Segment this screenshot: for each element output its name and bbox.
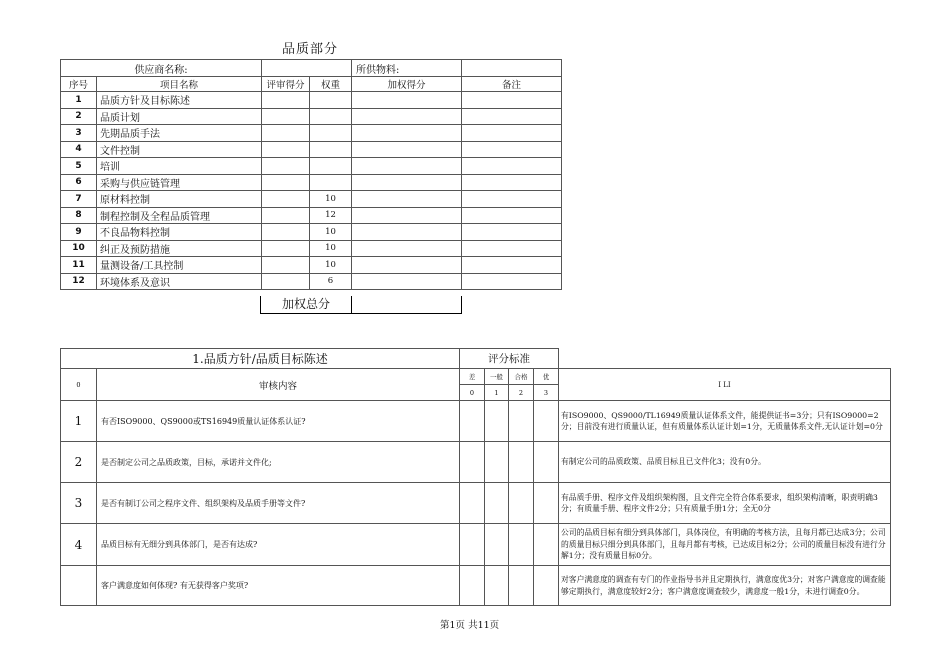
audit-header: 审核内容 bbox=[97, 369, 460, 401]
summary-item-name: 原材料控制 bbox=[97, 191, 262, 208]
summary-row bbox=[61, 108, 562, 125]
weighted-score-cell[interactable] bbox=[352, 125, 462, 142]
summary-row bbox=[61, 141, 562, 158]
remark-cell[interactable] bbox=[462, 240, 562, 257]
summary-row bbox=[61, 158, 562, 175]
audit-standard: 有品质手册、程序文件及组织架构图，且文件完全符合体系要求，组织架构清晰，职责明确3分；有质量手册、程序文件2分；只有质量手册1分；全无0分 bbox=[559, 483, 891, 524]
audit-standard: 有ISO9000、QS9000/TL16949质量认证体系文件，能提供证书=3分；只有ISO9000=2分；目前没有进行质量认证，但有质量体系认证计划=1分，无质量体系文件,无认证计划=0分 bbox=[559, 401, 891, 442]
summary-no: 7 bbox=[61, 191, 97, 208]
remark-cell[interactable] bbox=[462, 207, 562, 224]
summary-row bbox=[61, 207, 562, 224]
material-label: 所供物料: bbox=[352, 60, 462, 77]
audit-question: 有否ISO9000、QS9000或TS16949质量认证体系认证? bbox=[97, 401, 460, 442]
grade-excellent: 优 bbox=[534, 369, 559, 385]
header-remark: 备注 bbox=[462, 77, 562, 92]
score-pass-cell[interactable] bbox=[509, 483, 534, 524]
score-fair-cell[interactable] bbox=[485, 524, 509, 566]
grade-score-0: 0 bbox=[460, 385, 485, 401]
audit-row-no: 3 bbox=[61, 483, 97, 524]
supplier-name-label: 供应商名称: bbox=[61, 60, 262, 77]
grade-score-2: 2 bbox=[509, 385, 534, 401]
summary-row bbox=[61, 174, 562, 191]
summary-row bbox=[61, 257, 562, 274]
weight-cell bbox=[310, 141, 352, 158]
summary-body bbox=[61, 92, 562, 290]
score-fair-cell[interactable] bbox=[485, 442, 509, 483]
audit-question: 是否制定公司之品质政策，目标，承诺并文件化; bbox=[97, 442, 460, 483]
audit-row-no: 2 bbox=[61, 442, 97, 483]
score-poor-cell[interactable] bbox=[460, 524, 485, 566]
score-pass-cell[interactable] bbox=[509, 401, 534, 442]
score-fair-cell[interactable] bbox=[485, 566, 509, 606]
summary-header-row bbox=[61, 77, 562, 92]
summary-no: 11 bbox=[61, 257, 97, 274]
review-score-cell[interactable] bbox=[262, 141, 310, 158]
summary-item-name: 纠正及预防措施 bbox=[97, 240, 262, 257]
review-score-cell[interactable] bbox=[262, 224, 310, 241]
supplier-row bbox=[61, 60, 562, 77]
remark-cell[interactable] bbox=[462, 174, 562, 191]
audit-row bbox=[61, 524, 891, 566]
summary-item-name: 量测设备/工具控制 bbox=[97, 257, 262, 274]
weight-cell bbox=[310, 125, 352, 142]
score-excellent-cell[interactable] bbox=[534, 483, 559, 524]
weighted-score-cell[interactable] bbox=[352, 273, 462, 290]
summary-no: 9 bbox=[61, 224, 97, 241]
audit-question: 品质目标有无细分到具体部门，是否有达成? bbox=[97, 524, 460, 566]
weighted-total-label: 加权总分 bbox=[261, 296, 352, 313]
summary-item-name: 先期品质手法 bbox=[97, 125, 262, 142]
weighted-score-cell[interactable] bbox=[352, 108, 462, 125]
remark-cell[interactable] bbox=[462, 108, 562, 125]
summary-no: 10 bbox=[61, 240, 97, 257]
summary-item-name: 文件控制 bbox=[97, 141, 262, 158]
remark-cell[interactable] bbox=[462, 141, 562, 158]
remark-cell[interactable] bbox=[462, 273, 562, 290]
summary-row bbox=[61, 240, 562, 257]
weight-cell bbox=[310, 174, 352, 191]
weighted-score-cell[interactable] bbox=[352, 191, 462, 208]
review-score-cell[interactable] bbox=[262, 273, 310, 290]
summary-table bbox=[60, 59, 562, 290]
audit-standard: 公司的品质目标有细分到具体部门，具体岗位，有明确的考核方法，且每月都已达成3分；公司的质量目标只细分到具体部门，且每月都有考核，已达成目标2分；公司的质量目标没有进行分解1分；没有质量目标0分。 bbox=[559, 524, 891, 566]
audit-body bbox=[61, 401, 891, 606]
review-score-cell[interactable] bbox=[262, 240, 310, 257]
grade-pass: 合格 bbox=[509, 369, 534, 385]
score-excellent-cell[interactable] bbox=[534, 566, 559, 606]
grade-poor: 差 bbox=[460, 369, 485, 385]
score-excellent-cell[interactable] bbox=[534, 524, 559, 566]
summary-row bbox=[61, 125, 562, 142]
summary-item-name: 培训 bbox=[97, 158, 262, 175]
score-excellent-cell[interactable] bbox=[534, 401, 559, 442]
remark-cell[interactable] bbox=[462, 158, 562, 175]
audit-row-no: 1 bbox=[61, 401, 97, 442]
review-score-cell[interactable] bbox=[262, 158, 310, 175]
audit-table bbox=[60, 348, 891, 606]
supplier-name-field[interactable] bbox=[262, 60, 352, 77]
weighted-score-cell[interactable] bbox=[352, 257, 462, 274]
weight-cell: 10 bbox=[310, 240, 352, 257]
summary-row bbox=[61, 191, 562, 208]
score-poor-cell[interactable] bbox=[460, 442, 485, 483]
summary-no: 3 bbox=[61, 125, 97, 142]
summary-item-name: 制程控制及全程品质管理 bbox=[97, 207, 262, 224]
review-score-cell[interactable] bbox=[262, 174, 310, 191]
summary-item-name: 不良品物料控制 bbox=[97, 224, 262, 241]
audit-row-no: 4 bbox=[61, 524, 97, 566]
header-weight: 权重 bbox=[310, 77, 352, 92]
page-title: 品质部分 bbox=[282, 42, 339, 57]
audit-question: 客户满意度如何体现? 有无获得客户奖项? bbox=[97, 566, 460, 606]
audit-question: 是否有制订公司之程序文件、组织架构及品质手册等文件? bbox=[97, 483, 460, 524]
summary-item-name: 品质计划 bbox=[97, 108, 262, 125]
remark-cell[interactable] bbox=[462, 257, 562, 274]
score-excellent-cell[interactable] bbox=[534, 442, 559, 483]
page-footer: 第1页 共11页 bbox=[440, 620, 500, 631]
summary-row bbox=[61, 273, 562, 290]
weight-cell bbox=[310, 92, 352, 109]
index-zero: 0 bbox=[61, 369, 97, 401]
audit-row-no bbox=[61, 566, 97, 606]
weighted-score-cell[interactable] bbox=[352, 174, 462, 191]
review-score-cell[interactable] bbox=[262, 257, 310, 274]
header-weighted: 加权得分 bbox=[352, 77, 462, 92]
weight-cell: 12 bbox=[310, 207, 352, 224]
review-score-cell[interactable] bbox=[262, 125, 310, 142]
standard-header: I LI bbox=[559, 369, 891, 401]
weight-cell: 10 bbox=[310, 191, 352, 208]
summary-no: 8 bbox=[61, 207, 97, 224]
score-pass-cell[interactable] bbox=[509, 566, 534, 606]
grade-fair: 一般 bbox=[485, 369, 509, 385]
audit-row bbox=[61, 442, 891, 483]
summary-row bbox=[61, 224, 562, 241]
weight-cell bbox=[310, 108, 352, 125]
audit-row bbox=[61, 483, 891, 524]
audit-row bbox=[61, 401, 891, 442]
review-score-cell[interactable] bbox=[262, 207, 310, 224]
summary-no: 6 bbox=[61, 174, 97, 191]
remark-cell[interactable] bbox=[462, 92, 562, 109]
audit-standard: 有制定公司的品质政策、品质目标且已文件化3；没有0分。 bbox=[559, 442, 891, 483]
criteria-title: 评分标准 bbox=[460, 349, 559, 369]
weighted-score-cell[interactable] bbox=[352, 141, 462, 158]
summary-item-name: 采购与供应链管理 bbox=[97, 174, 262, 191]
weighted-total-box bbox=[260, 296, 462, 314]
grade-row bbox=[61, 369, 891, 385]
score-fair-cell[interactable] bbox=[485, 401, 509, 442]
summary-row bbox=[61, 92, 562, 109]
score-fair-cell[interactable] bbox=[485, 483, 509, 524]
header-item: 项目名称 bbox=[97, 77, 262, 92]
grade-score-3: 3 bbox=[534, 385, 559, 401]
header-no: 序号 bbox=[61, 77, 97, 92]
summary-item-name: 环境体系及意识 bbox=[97, 273, 262, 290]
score-pass-cell[interactable] bbox=[509, 524, 534, 566]
review-score-cell[interactable] bbox=[262, 92, 310, 109]
material-field[interactable] bbox=[462, 60, 562, 77]
summary-item-name: 品质方针及目标陈述 bbox=[97, 92, 262, 109]
summary-no: 5 bbox=[61, 158, 97, 175]
weight-cell: 10 bbox=[310, 257, 352, 274]
weighted-score-cell[interactable] bbox=[352, 92, 462, 109]
score-poor-cell[interactable] bbox=[460, 483, 485, 524]
header-score: 评审得分 bbox=[262, 77, 310, 92]
summary-no: 12 bbox=[61, 273, 97, 290]
review-score-cell[interactable] bbox=[262, 108, 310, 125]
remark-cell[interactable] bbox=[462, 224, 562, 241]
summary-no: 1 bbox=[61, 92, 97, 109]
weight-cell: 10 bbox=[310, 224, 352, 241]
audit-row bbox=[61, 566, 891, 606]
weighted-score-cell[interactable] bbox=[352, 224, 462, 241]
summary-no: 2 bbox=[61, 108, 97, 125]
weight-cell: 6 bbox=[310, 273, 352, 290]
remark-cell[interactable] bbox=[462, 125, 562, 142]
weighted-score-cell[interactable] bbox=[352, 158, 462, 175]
remark-cell[interactable] bbox=[462, 191, 562, 208]
review-score-cell[interactable] bbox=[262, 191, 310, 208]
weight-cell bbox=[310, 158, 352, 175]
score-poor-cell[interactable] bbox=[460, 566, 485, 606]
grade-score-1: 1 bbox=[485, 385, 509, 401]
audit-standard: 对客户满意度的调查有专门的作业指导书并且定期执行，满意度优3分；对客户满意度的调查能够定期执行，满意度较好2分；客户满意度调查较少，满意度一般1分，未进行调查0分。 bbox=[559, 566, 891, 606]
weighted-score-cell[interactable] bbox=[352, 240, 462, 257]
score-poor-cell[interactable] bbox=[460, 401, 485, 442]
weighted-score-cell[interactable] bbox=[352, 207, 462, 224]
summary-no: 4 bbox=[61, 141, 97, 158]
score-pass-cell[interactable] bbox=[509, 442, 534, 483]
section-title: 1.品质方针/品质目标陈述 bbox=[61, 349, 460, 369]
section-title-row bbox=[61, 349, 891, 369]
